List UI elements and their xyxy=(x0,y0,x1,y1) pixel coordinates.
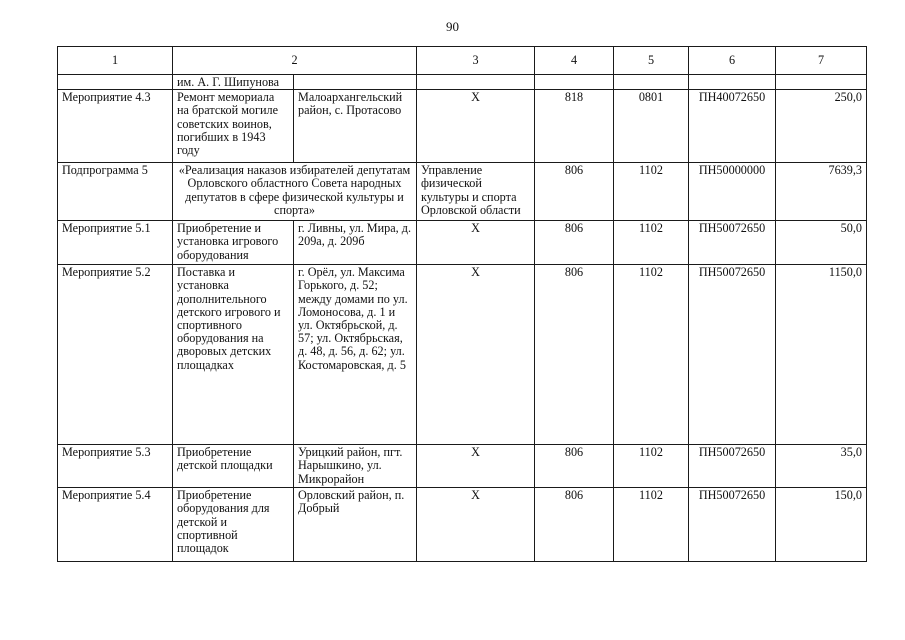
row-col5: 1102 xyxy=(614,265,689,445)
row-location: Урицкий район, пгт. Нарышкино, ул. Микрорайон xyxy=(294,445,417,488)
row-col6: ПН50072650 xyxy=(689,265,776,445)
row-col4: 806 xyxy=(535,265,614,445)
row-col6: ПН50072650 xyxy=(689,221,776,265)
row-col3: Х xyxy=(417,265,535,445)
row-col7: 35,0 xyxy=(776,445,867,488)
row-location: г. Орёл, ул. Максима Горького, д. 52; между домами по ул. Ломоносова, д. 1 и ул. Октябрьской, д. 57; ул. Октябрьская, д. 48, д. 56, д. 62; ул. Костомаровская, д. 5 xyxy=(294,265,417,445)
row-col3: Х xyxy=(417,445,535,488)
row-location: г. Ливны, ул. Мира, д. 209а, д. 209б xyxy=(294,221,417,265)
row-name: Ремонт мемориала на братской могиле советских воинов, погибших в 1943 году xyxy=(173,90,294,163)
header-cell: 5 xyxy=(614,47,689,75)
page-number: 90 xyxy=(446,19,459,34)
table-row xyxy=(58,75,867,90)
header-cell: 6 xyxy=(689,47,776,75)
row-col3: Управление физической культуры и спорта Орловской области xyxy=(417,163,535,221)
table-row xyxy=(58,163,867,221)
table-cell xyxy=(294,75,417,90)
row-col6: ПН40072650 xyxy=(689,90,776,163)
table-cell xyxy=(776,75,867,90)
row-col6: ПН50072650 xyxy=(689,488,776,562)
row-col7: 150,0 xyxy=(776,488,867,562)
row-kind: Подпрограмма 5 xyxy=(58,163,173,221)
row-col5: 1102 xyxy=(614,488,689,562)
row-name: Приобретение оборудования для детской и спортивной площадок xyxy=(173,488,294,562)
table-row xyxy=(58,488,867,562)
table-row xyxy=(58,265,867,445)
row-col4: 818 xyxy=(535,90,614,163)
row-col3: Х xyxy=(417,488,535,562)
header-cell: 2 xyxy=(173,47,417,75)
header-cell: 1 xyxy=(58,47,173,75)
row-col6: ПН50072650 xyxy=(689,445,776,488)
row-col7: 7639,3 xyxy=(776,163,867,221)
row-col7: 1150,0 xyxy=(776,265,867,445)
table-cell xyxy=(614,75,689,90)
row-col6: ПН50000000 xyxy=(689,163,776,221)
row-program-text: «Реализация наказов избирателей депутатам Орловского областного Совета народных депутатов в сфере физической культуры и спорта» xyxy=(173,163,417,221)
row-col3: Х xyxy=(417,221,535,265)
row-col4: 806 xyxy=(535,488,614,562)
table-cell: им. А. Г. Шипунова xyxy=(173,75,294,90)
row-col5: 1102 xyxy=(614,163,689,221)
header-cell: 7 xyxy=(776,47,867,75)
row-col4: 806 xyxy=(535,163,614,221)
row-kind: Мероприятие 5.1 xyxy=(58,221,173,265)
table-header-row xyxy=(58,47,867,75)
header-cell: 4 xyxy=(535,47,614,75)
budget-table xyxy=(57,46,867,562)
row-location: Малоархангельский район, с. Протасово xyxy=(294,90,417,163)
row-name: Приобретение детской площадки xyxy=(173,445,294,488)
row-kind: Мероприятие 5.4 xyxy=(58,488,173,562)
table-cell xyxy=(417,75,535,90)
row-kind: Мероприятие 4.3 xyxy=(58,90,173,163)
table-cell xyxy=(535,75,614,90)
table-row xyxy=(58,90,867,163)
table-row xyxy=(58,221,867,265)
row-kind: Мероприятие 5.2 xyxy=(58,265,173,445)
row-col5: 0801 xyxy=(614,90,689,163)
row-col7: 250,0 xyxy=(776,90,867,163)
table-row xyxy=(58,445,867,488)
row-kind: Мероприятие 5.3 xyxy=(58,445,173,488)
row-name: Поставка и установка дополнительного детского игрового и спортивного оборудования на дворовых детских площадках xyxy=(173,265,294,445)
row-col4: 806 xyxy=(535,221,614,265)
row-location: Орловский район, п. Добрый xyxy=(294,488,417,562)
row-name: Приобретение и установка игрового оборудования xyxy=(173,221,294,265)
table-cell xyxy=(58,75,173,90)
row-col7: 50,0 xyxy=(776,221,867,265)
row-col5: 1102 xyxy=(614,221,689,265)
header-cell: 3 xyxy=(417,47,535,75)
row-col4: 806 xyxy=(535,445,614,488)
row-col3: Х xyxy=(417,90,535,163)
row-col5: 1102 xyxy=(614,445,689,488)
table-cell xyxy=(689,75,776,90)
